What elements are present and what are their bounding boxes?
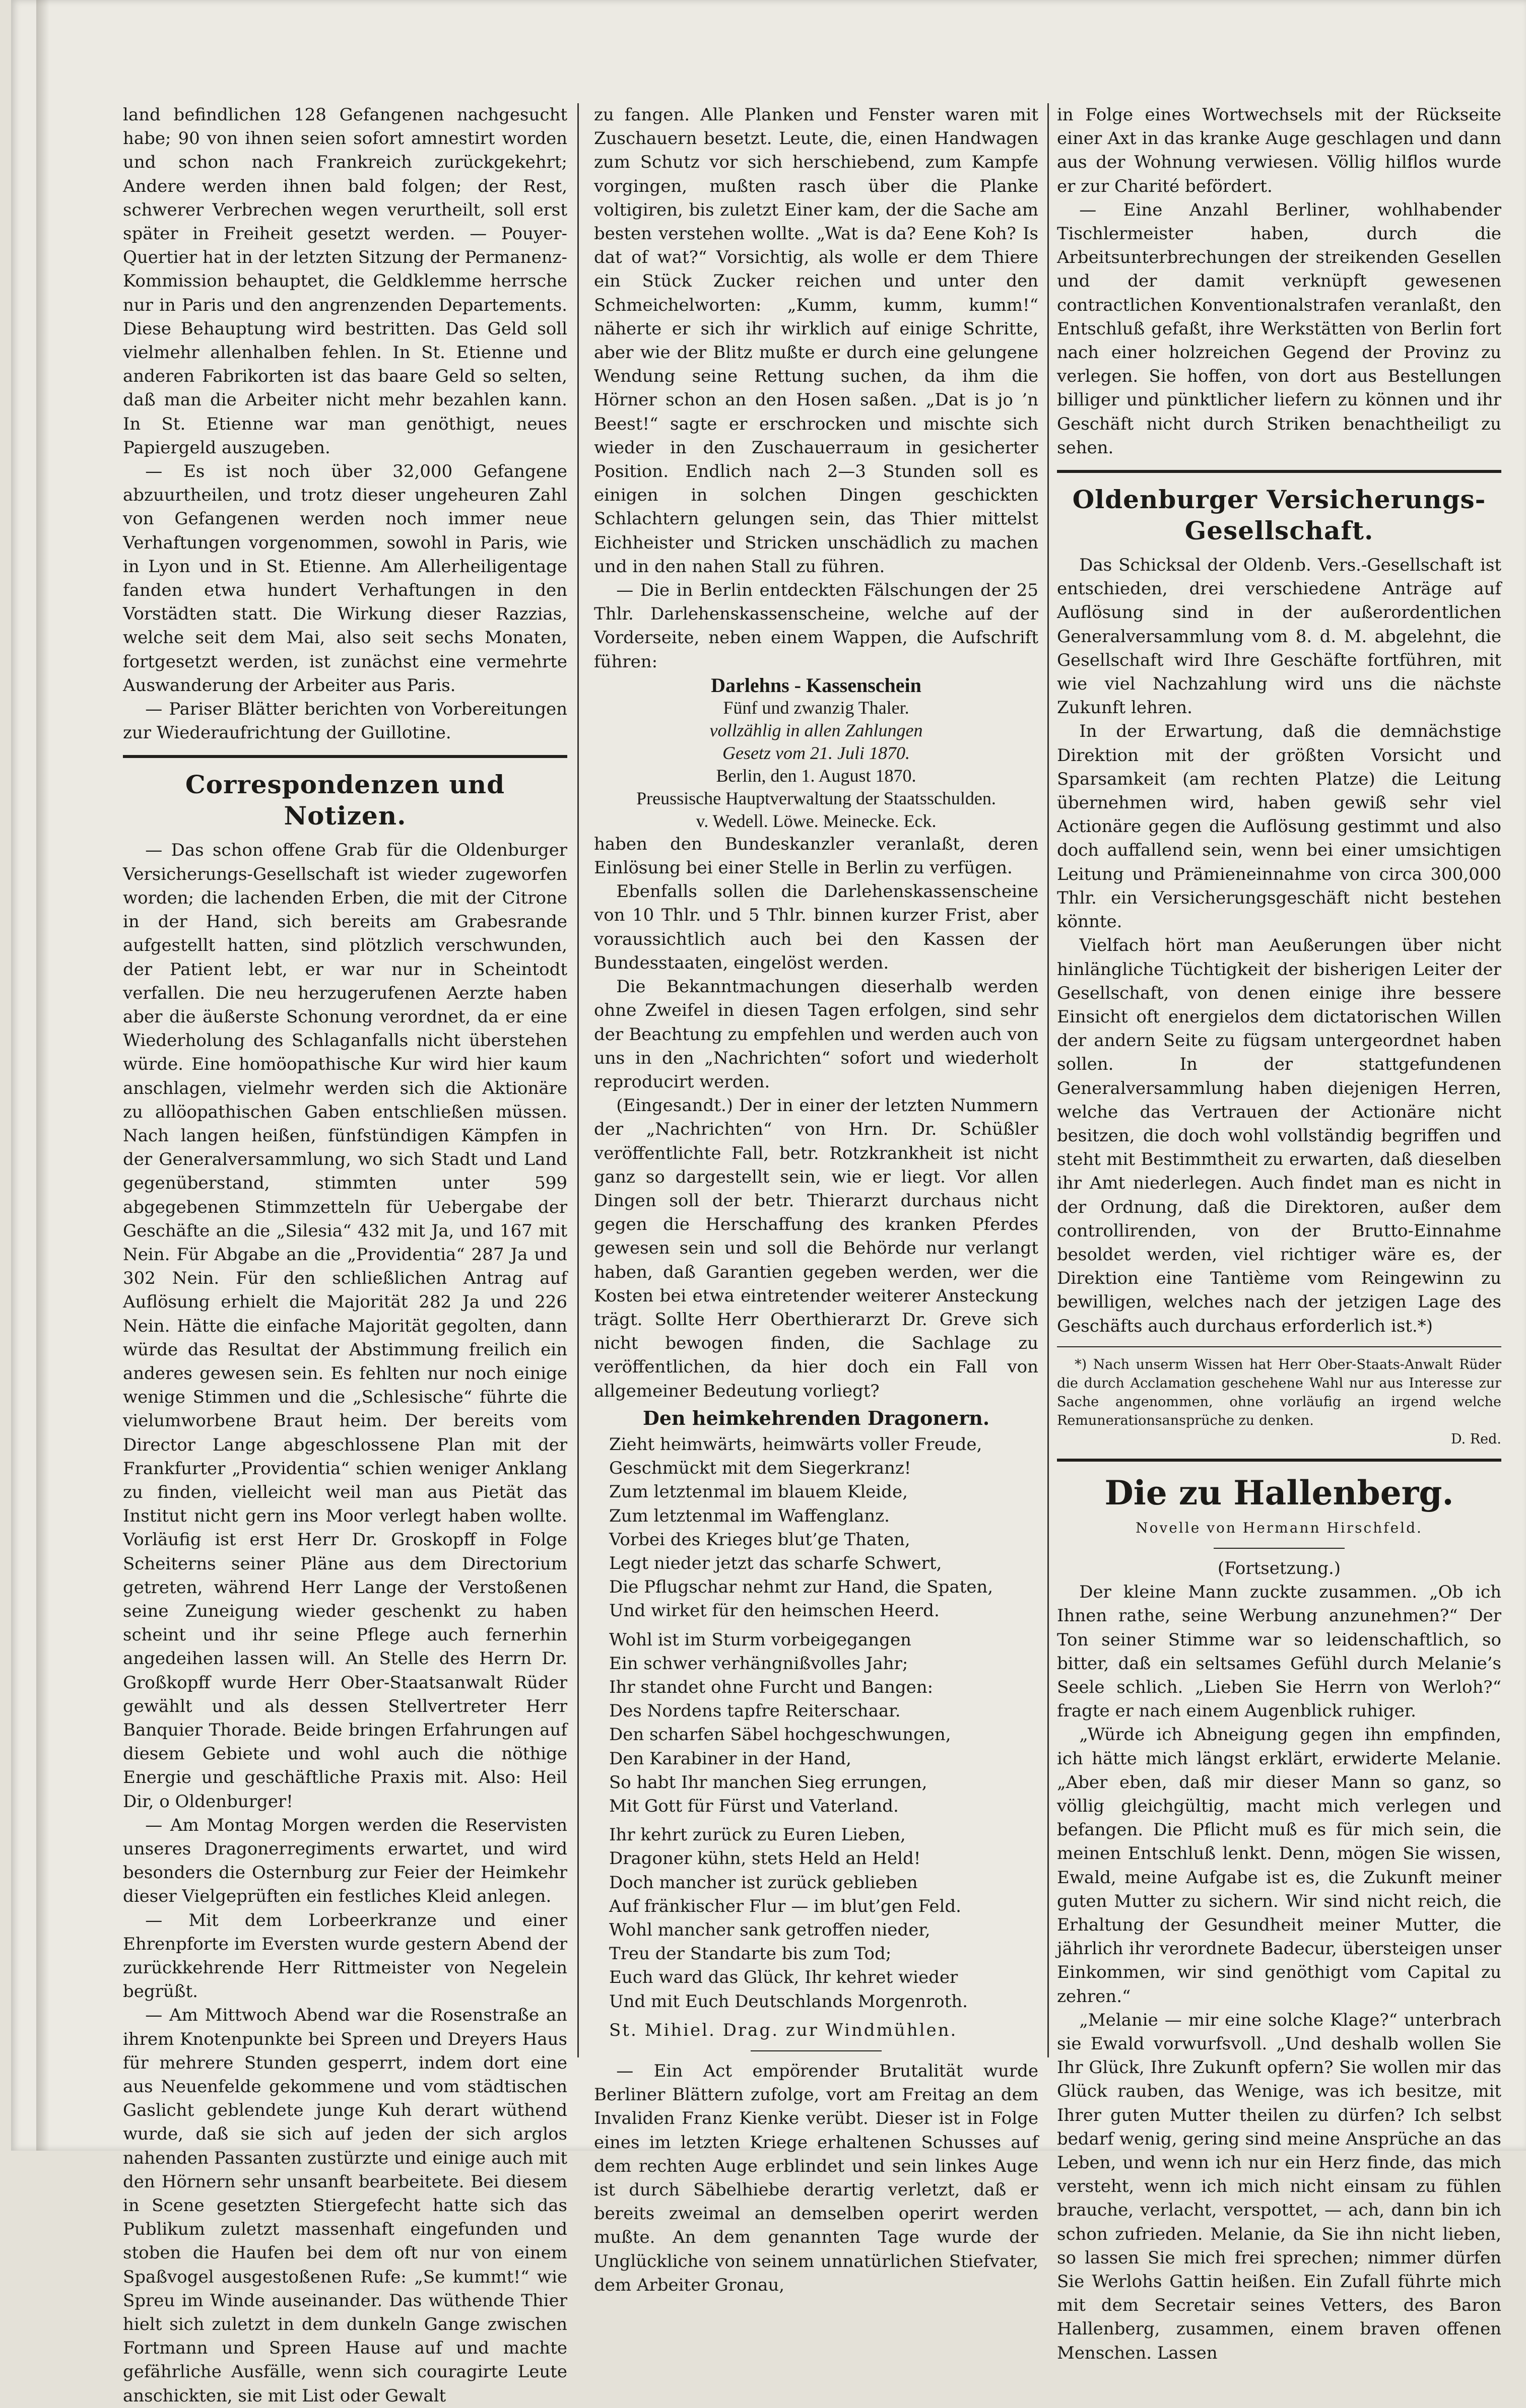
poem-line: So habt Ihr manchen Sieg errungen, (609, 1772, 927, 1793)
poem-line: Mit Gott für Fürst und Vaterland. (609, 1796, 899, 1816)
article-paragraph: — Am Mittwoch Abend war die Rosenstraße an ihrem Knotenpunkte bei Spreen und Dreyers Haus für mehrere Stunden gesperrt, indem dort eine aus Neuenfelde gekommene und vom städtischen Gaslicht geblendete junge Kuh derart wüthend wurde, daß sie sich auf jeden der sich arglos nahenden Passanten zustürzte und einige auch mit den Hörnern sehr unsanft bearbeitete. Bei diesem in Scene gesetzten Stiergefecht hatte sich das Publikum zuletzt massenhaft eingefunden und stoben die Haufen bei dem oft nur von einem Spaßvogel ausgestoßenen Rufe: „Se kummt!“ wie Spreu im Winde auseinander. Das wüthende Thier hielt sich zuletzt in dem dunkeln Gange zwischen Fortmann und Spreen Hause auf und machte gefährliche Ausfälle, wenn sich couragirte Leute anschickten, sie mit List oder Gewalt (123, 2005, 567, 2406)
poem-line: Zum letztenmal im Waffenglanz. (609, 1505, 890, 1526)
article-paragraph: Vielfach hört man Aeußerungen über nicht hinlängliche Tüchtigkeit der bisherigen Leiter der Gesellschaft, von denen einige ihre bessere Einsicht oft energielos dem dictatorischen Willen der andern Seite zu fügsam untergeordnet haben sollen. In der stattgefundenen Generalversammlung haben diejenigen Herren, welche das Vertrauen der Actionäre nicht besitzen, die doch wohl vollständig begriffen und steht mit Bestimmtheit zu erwarten, daß dieselben ihr Amt niederlegen. Auch findet man es nicht in der Ordnung, daß die Direktoren, außer dem controllirenden, von der Brutto-Einnahme besoldet werden, viel richtiger wäre es, der Direktion eine Tantième vom Reingewinn zu bewilligen, welches nach der jetzigen Lage des Geschäfts auch durchaus erforderlich ist.*) (1057, 935, 1501, 1336)
section-divider (123, 755, 567, 758)
section-heading: Oldenburger Versicherungs-Gesellschaft. (1072, 485, 1486, 546)
novel-byline: Novelle von Hermann Hirschfeld. (1136, 1519, 1423, 1536)
section-divider (1057, 470, 1501, 473)
banknote-inscription (594, 674, 1038, 833)
article-paragraph: — Ein Act empörender Brutalität wurde Berliner Blättern zufolge, vort am Freitag an dem Invaliden Franz Kienke verübt. Dieser ist in Folge eines im letzten Kriege erhaltenen Schusses auf dem rechten Auge erblindet und sein linkes Auge ist durch Säbelhiebe derartig verletzt, daß er bereits zweimal an demselben operirt werden mußte. An dem genannten Tage wurde der Unglückliche von seinem unnatürlichen Stiefvater, dem Arbeiter Gronau, (594, 2061, 1038, 2295)
article-paragraph: — Am Montag Morgen werden die Reservisten unseres Dragonerregiments erwartet, und wird besonders die Osternburg zur Feier der Heimkehr dieser Vielgeprüften ein festliches Kleid anlegen. (123, 1815, 567, 1907)
poem-line: Die Pflugschar nehmt zur Hand, die Spaten, (609, 1577, 993, 1598)
poem-line: Den scharfen Säbel hochgeschwungen, (609, 1725, 951, 1745)
poem-line: Zum letztenmal im blauem Kleide, (609, 1482, 908, 1502)
article-paragraph: land befindlichen 128 Gefangenen nachgesucht habe; 90 von ihnen seien sofort amnestirt worden und schon nach Frankreich zurückgekehrt; Andere werden ihnen bald folgen; der Rest, schwerer Verbrechen wegen verurtheilt, soll erst später in Freiheit gesetzt werden. — Pouyer-Quertier hat in der letzten Sitzung der Permanenz-Kommission behauptet, die Geldklemme herrsche nur in Paris und den angrenzenden Departements. Diese Behauptung wird bestritten. Das Geld soll vielmehr allenhalben fehlen. In St. Etienne und anderen Fabrikorten ist das baare Geld so selten, daß man die Arbeiter nicht mehr bezahlen kann. In St. Etienne war man genöthigt, neues Papiergeld auszugeben. (123, 105, 567, 458)
poem-signature: St. Mihiel. Drag. zur Windmühlen. (609, 2020, 958, 2040)
article-paragraph: — Mit dem Lorbeerkranze und einer Ehrenpforte im Eversten wurde gestern Abend der zurückkehrende Herr Rittmeister von Negelein begrüßt. (123, 1910, 567, 2002)
poem-line: Wohl ist im Sturm vorbeigegangen (609, 1629, 911, 1650)
poem-stanza (594, 1823, 1038, 2014)
footnote-divider (1057, 1346, 1501, 1347)
section-divider (1057, 1459, 1501, 1462)
article-paragraph: — Eine Anzahl Berliner, wohlhabender Tischlermeister haben, durch die Arbeitsunterbrechungen der streikenden Gesellen und der damit verknüpft gewesenen contractlichen Konventionalstrafen veranlaßt, den Entschluß gefaßt, ihre Werkstätten von Berlin fort nach einer holzreichen Gegend der Provinz zu verlegen. Sie hoffen, von dort aus Bestellungen billiger und pünktlicher liefern zu können und ihr Geschäft nicht durch Striken benachtheiligt zu sehen. (1057, 199, 1501, 458)
poem-line: Treu der Standarte bis zum Tod; (609, 1944, 892, 1964)
column-rule (577, 103, 579, 2057)
short-divider (751, 2050, 882, 2051)
banknote-title: Darlehns - Kassenschein (711, 673, 921, 697)
poem-line: Ihr standet ohne Furcht und Bangen: (609, 1677, 934, 1697)
article-paragraph: — Pariser Blätter berichten von Vorbereitungen zur Wiederaufrichtung der Guillotine. (123, 699, 567, 743)
poem (594, 1433, 1038, 2014)
banknote-line: vollzählig in allen Zahlungen (709, 720, 923, 740)
poem-title: Den heimkehrenden Dragonern. (642, 1406, 990, 1429)
poem-line: Ihr kehrt zurück zu Euren Lieben, (609, 1825, 906, 1845)
footnote: *) Nach unserm Wissen hat Herr Ober-Staats-Anwalt Rüder die durch Acclamation geschehene Wahl nur aus Interesse zur Sache angenommen, ohne vorläufig an irgend welche Remunerationsansprüche zu denken. (1057, 1356, 1501, 1428)
article-paragraph: Ebenfalls sollen die Darlehenskassenscheine von 10 Thlr. und 5 Thlr. binnen kurzer Frist, aber voraussichtlich auch bei den Kassen der Bundesstaaten, eingelöst werden. (594, 881, 1038, 973)
poem-stanza (594, 1433, 1038, 1623)
poem-line: Des Nordens tapfre Reiterschaar. (609, 1701, 901, 1722)
poem-line: Vorbei des Krieges blut’ge Thaten, (609, 1529, 910, 1550)
article-paragraph: Das Schicksal der Oldenb. Vers.-Gesellschaft ist entschieden, drei verschiedene Anträge auf Auflösung sind in der außerordentlichen Generalversammlung vom 8. d. M. abgelehnt, die Gesellschaft wird Ihre Geschäfte fortführen, mit wie viel Nachzahlung wird uns die nächste Zukunft lehren. (1057, 555, 1501, 718)
novel-paragraph: Der kleine Mann zuckte zusammen. „Ob ich Ihnen rathe, seine Werbung anzunehmen?“ Der Ton seiner Stimme war so leidenschaftlich, so bitter, daß ein seltsames Gefühl durch Melanie’s Seele schlich. „Lieben Sie Herrn von Werloh?“ fragte er nach einem Augenblick ruhiger. (1057, 1582, 1501, 1722)
article-paragraph: — Das schon offene Grab für die Oldenburger Versicherungs-Gesellschaft ist wieder zugeworfen worden; die lachenden Erben, die mit der Citrone in der Hand, sich bereits am Grabesrande aufgestellt hatten, sind plötzlich verschwunden, der Patient lebt, er war nur in Scheintodt verfallen. Die neu herzugerufenen Aerzte haben aber die äußerste Schonung verordnet, da er eine Wiederholung des Schlaganfalls nicht überstehen würde. Eine homöopathische Kur wird hier kaum anschlagen, vielmehr werden sich die Aktionäre zu allöopathischen Gaben entschließen müssen. Nach langen heißen, fünfstündigen Kämpfen in der Generalversammlung, wo sich Stadt und Land gegenüberstand, stimmten unter 599 abgegebenen Stimmzetteln für Uebergabe der Geschäfte an die „Silesia“ 432 mit Ja, und 167 mit Nein. Für Abgabe an die „Providentia“ 287 Ja und 302 Nein. Für den schließlichen Antrag auf Auflösung erhielt die Majorität 282 Ja und 226 Nein. Hätte die einfache Majorität gegolten, dann würde das Resultat der Abstimmung freilich ein anderes gewesen sein. Es fehlten nur noch einige wenige Stimmen und die „Schlesische“ führte die vielumworbene Braut heim. Der bereits vom Director Lange abgeschlossene Plan mit der Frankfurter „Providentia“ schien weniger Anklang zu finden, vielleicht weil man aus Pietät das Institut nicht gern ins Moor verlegt haben wollte. Vorläufig ist erst Herr Dr. Groskopff in Folge Scheiterns seiner Pläne aus dem Directorium getreten, während Herr Lange der Verstoßenen seine Zuneigung wieder geschenkt zu haben scheint und ihr seine Pflege auch fernerhin angedeihen lassen will. An Stelle des Herrn Dr. Großkopff wurde Herr Ober-Staatsanwalt Rüder gewählt und als dessen Stellvertreter Herr Banquier Thorade. Beide bringen Erfahrungen auf diesem Gebiete und wohl auch die nöthige Energie und geschäftliche Praxis mit. Also: Heil Dir, o Oldenburger! (123, 840, 567, 1812)
novel-title: Die zu Hallenberg. (1104, 1473, 1454, 1512)
novel-continuation: (Fortsetzung.) (1217, 1558, 1341, 1578)
banknote-line: Preussische Hauptverwaltung der Staatsschulden. (636, 788, 996, 808)
column-middle (594, 103, 1038, 2297)
newspaper-page (11, 0, 1526, 2406)
footnote-signature: D. Red. (1450, 1431, 1501, 1447)
poem-line: Legt nieder jetzt das scharfe Schwert, (609, 1553, 942, 1573)
poem-line: Doch mancher ist zurück geblieben (609, 1872, 918, 1893)
novel-paragraph: „Würde ich Abneigung gegen ihn empfinden, ich hätte mich längst erklärt, erwiderte Melanie. „Aber eben, daß mir dieser Mann so ganz, so völlig gleichgültig, macht mich verlegen und befangen. Die Pflicht muß es für mich sein, die meinen Entschluß lenkt. Denn, mögen Sie wissen, Ewald, meine Aufgabe ist es, die Zukunft meiner guten Mutter zu sichern. Wir sind nicht reich, die Erhaltung der Gesundheit meiner Mutter, die jährlich ihr verordnete Badecur, übersteigen unser Einkommen, wir sind genöthigt vom Capital zu zehren.“ (1057, 1725, 1501, 2007)
banknote-line: Berlin, den 1. August 1870. (716, 765, 916, 786)
banknote-signatures: v. Wedell. Löwe. Meinecke. Eck. (696, 810, 937, 831)
short-divider (1214, 1548, 1345, 1549)
column-right (1057, 103, 1501, 2365)
poem-line: Und wirket für den heimschen Heerd. (609, 1601, 940, 1621)
banknote-line: Gesetz vom 21. Juli 1870. (722, 742, 910, 763)
article-paragraph: In der Erwartung, daß die demnächstige Direktion mit der größten Vorsicht und Sparsamkeit (am rechten Platze) die Leitung übernehmen wird, haben gewiß sehr viel Actionäre gegen die Auflösung gestimmt und also doch auffallend sein, wenn bei einer umsichtigen Leitung und Prämieneinnahme von circa 300,000 Thlr. ein Versicherungsgeschäft nicht bestehen könnte. (1057, 721, 1501, 932)
poem-line: Den Karabiner in der Hand, (609, 1748, 851, 1769)
page-fold-shadow (36, 0, 49, 2151)
column-left (123, 103, 567, 2408)
poem-line: Euch ward das Glück, Ihr kehret wieder (609, 1967, 958, 1988)
poem-line: Dragoner kühn, stets Held an Held! (609, 1848, 921, 1869)
article-paragraph: — Die in Berlin entdeckten Fälschungen der 25 Thlr. Darlehenskassenscheine, welche auf der Vorderseite, neben einem Wappen, die Aufschrift führen: (594, 580, 1038, 672)
poem-line: Auf fränkischer Flur — im blut’gen Feld. (609, 1896, 961, 1916)
poem-line: Wohl mancher sank getroffen nieder, (609, 1920, 931, 1941)
column-rule (1047, 103, 1049, 2057)
novel-paragraph: „Melanie — mir eine solche Klage?“ unterbrach sie Ewald vorwurfsvoll. „Und deshalb wollen Sie Ihr Glück, Ihre Zukunft opfern? Sie wollen mir das Glück rauben, das Wenige, was ich besitze, mit Ihrer guten Mutter theilen zu dürfen? Ich selbst bedarf wenig, gering sind meine Ansprüche an das Leben, und wenn ich nur ein Herz finde, das mich versteht, wenn ich mich nicht einsam zu fühlen brauche, verlacht, verspottet, — ach, dann bin ich schon zufrieden. Melanie, da Sie ihn nicht lieben, so lassen Sie mich frei sprechen; nimmer dürfen Sie Werlohs Gattin heißen. Ein Zufall führte mich mit dem Secretair seines Vetters, des Baron Hallenberg, zusammen, einem braven offenen Menschen. Lassen (1057, 2010, 1501, 2363)
article-paragraph: haben den Bundeskanzler veranlaßt, deren Einlösung bei einer Stelle in Berlin zu verfügen. (594, 834, 1038, 878)
article-paragraph: — Es ist noch über 32,000 Gefangene abzuurtheilen, und trotz dieser ungeheuren Zahl von Gefangenen werden noch immer neue Verhaftungen vorgenommen, sowohl in Paris, wie in Lyon und in St. Etienne. Am Allerheiligentage fanden etwa hundert Verhaftungen in den Vorstädten statt. Die Wirkung dieser Razzias, welche seit dem Mai, also seit sechs Monaten, fortgesetzt werden, ist zunächst eine vermehrte Auswanderung der Arbeiter aus Paris. (123, 461, 567, 696)
article-paragraph: in Folge eines Wortwechsels mit der Rückseite einer Axt in das kranke Auge geschlagen und dann aus der Wohnung verwiesen. Völlig hilflos wurde er zur Charité befördert. (1057, 105, 1501, 196)
section-heading: Correspondenzen und Notizen. (185, 770, 505, 831)
article-paragraph: zu fangen. Alle Planken und Fenster waren mit Zuschauern besetzt. Leute, die, einen Handwagen zum Schutz vor sich herschiebend, zum Kampfe vorgingen, mußten rasch über die Planke voltigiren, bis zuletzt Einer kam, der die Sache am besten verstehen wollte. „Wat is da? Eene Koh? Is dat of wat?“ Vorsichtig, als wolle er dem Thiere ein Stück Zucker reichen und unter den Schmeichelworten: „Kumm, kumm, kumm!“ näherte er sich ihr wirklich auf einige Schritte, aber wie der Blitz mußte er durch eine gelungene Wendung seine Rettung suchen, da ihm die Hörner schon an den Hosen saßen. „Dat is jo ’n Beest!“ sagte er erschrocken und mischte sich wieder in den Zuschauerraum in gesicherter Position. Endlich nach 2—3 Stunden soll es einigen in solchen Dingen geschickten Schlachtern gelungen sein, das Thier mittelst Eichheister und Stricken unschädlich zu machen und in den nahen Stall zu führen. (594, 105, 1038, 577)
poem-line: Geschmückt mit dem Siegerkranz! (609, 1458, 911, 1479)
poem-line: Zieht heimwärts, heimwärts voller Freude, (609, 1434, 982, 1455)
banknote-line: Fünf und zwanzig Thaler. (723, 697, 909, 718)
poem-line: Und mit Euch Deutschlands Morgenroth. (609, 1991, 968, 2012)
poem-stanza (594, 1628, 1038, 1819)
article-paragraph: (Eingesandt.) Der in einer der letzten Nummern der „Nachrichten“ von Hrn. Dr. Schüßler veröffentlichte Fall, betr. Rotzkrankheit ist nicht ganz so dargestellt sein, wie er liegt. Vor allen Dingen soll der betr. Thierarzt durchaus nicht gegen die Herschaffung des kranken Pferdes gewesen sein und soll die Behörde nur verlangt haben, daß Garantien gegeben werden, wer die Kosten bei etwa eintretender weiterer Ansteckung trägt. Sollte Herr Oberthierarzt Dr. Greve sich nicht bewogen finden, die Sachlage zu veröffentlichen, da hier doch ein Fall von allgemeiner Bedeutung vorliegt? (594, 1095, 1038, 1401)
poem-line: Ein schwer verhängnißvolles Jahr; (609, 1653, 908, 1674)
article-paragraph: Die Bekanntmachungen dieserhalb werden ohne Zweifel in diesen Tagen erfolgen, sind sehr der Beachtung zu empfehlen und werden auch von uns in den „Nachrichten“ sofort und wiederholt reproducirt werden. (594, 977, 1038, 1092)
